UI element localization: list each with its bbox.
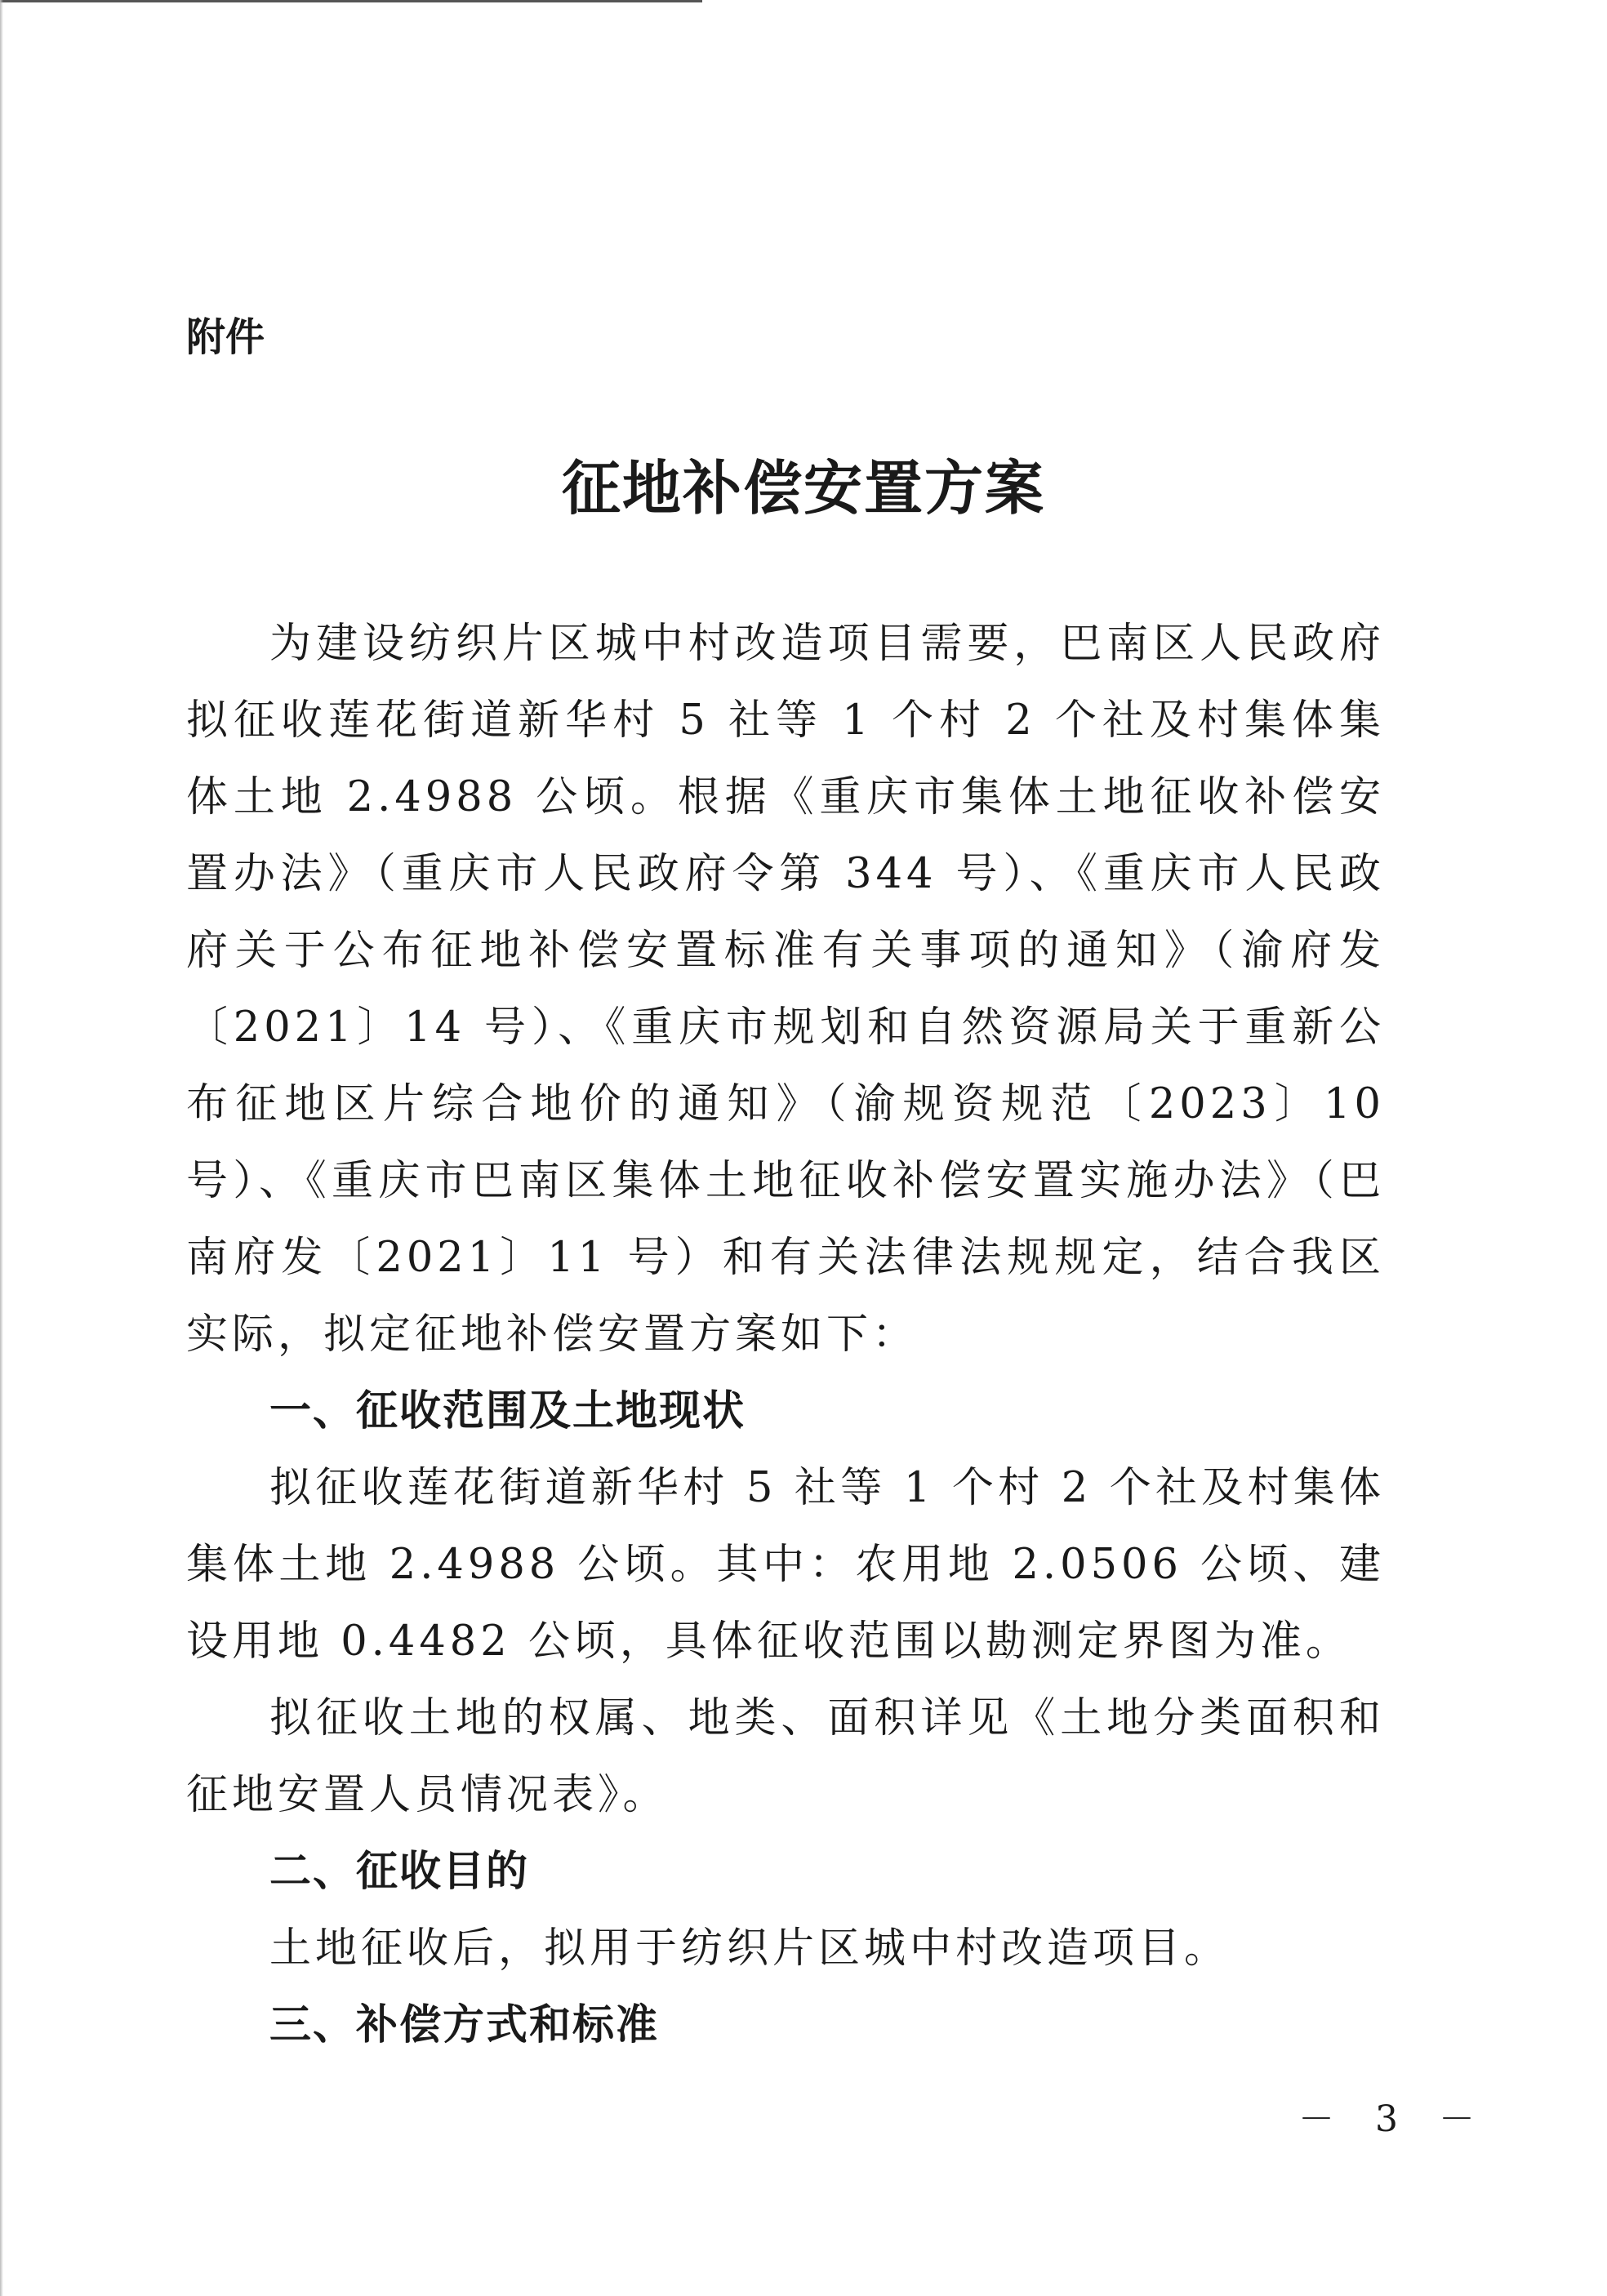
intro-paragraph: 为建设纺织片区城中村改造项目需要，巴南区人民政府拟征收莲花街道新华村 5 社等 1 个村 2 个社及村集体集体土地 2.4988 公顷。根据《重庆市集体土地征收补偿安置办法》（重庆市人民政府令第 344 号）、《重庆市人民政府关于公布征地补偿安置标准有关事项的通知》（渝府发〔2021〕14 号）、《重庆市规划和自然资源局关于重新公布征地区片综合地价的通知》（渝规资规范〔2023〕10 号）、《重庆市巴南区集体土地征收补偿安置实施办法》（巴南府发〔2021〕11 号）和有关法律法规规定，结合我区实际，拟定征地补偿安置方案如下：	[186, 620, 1385, 1359]
scope-details-paragraph: 拟征收土地的权属、地类、面积详见《土地分类面积和征地安置人员情况表》。	[186, 1694, 1385, 1819]
document-title: 征地补偿安置方案	[561, 453, 1045, 523]
scan-border-line	[0, 0, 702, 2]
scan-edge-shadow	[0, 0, 3, 2296]
section-heading-compensation: 三、补偿方式和标准	[269, 2001, 660, 2049]
purpose-paragraph: 土地征收后，拟用于纺织片区城中村改造项目。	[269, 1924, 1231, 1973]
scope-paragraph: 拟征收莲花街道新华村 5 社等 1 个村 2 个社及村集体集体土地 2.4988 公顷。其中：农用地 2.0506 公顷、建设用地 0.4482 公顷，具体征收范围以勘测定界图为准。	[186, 1464, 1385, 1666]
page-number: － 3 －	[1298, 2098, 1489, 2140]
section-heading-scope: 一、征收范围及土地现状	[269, 1387, 746, 1435]
section-heading-purpose: 二、征收目的	[269, 1848, 530, 1896]
document-body	[186, 606, 1385, 2064]
attachment-label: 附件	[186, 314, 265, 360]
